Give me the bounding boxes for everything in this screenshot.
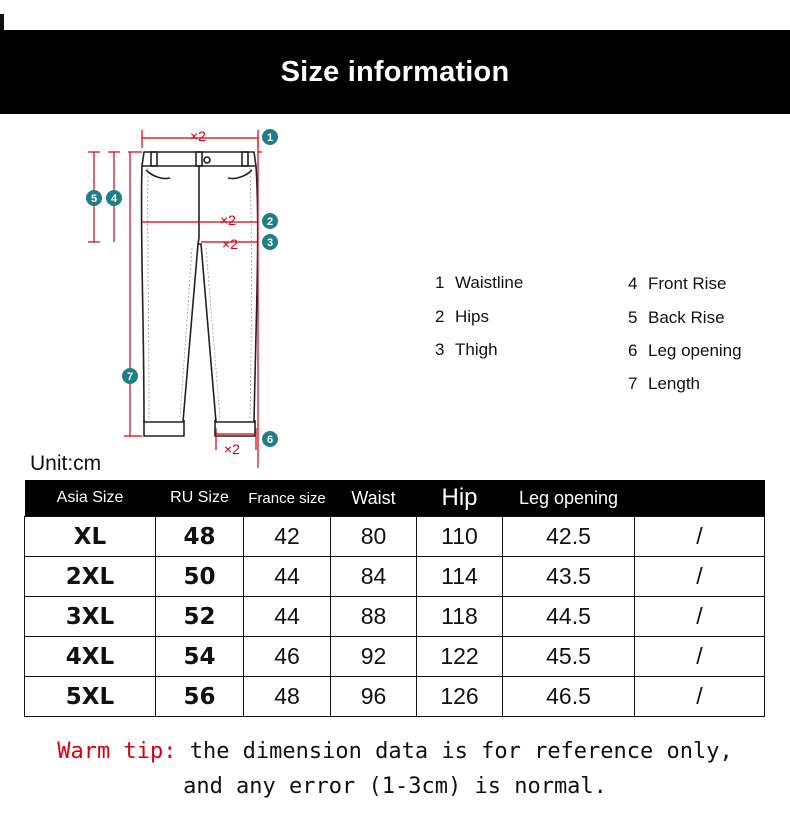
warm-tip-line-1 (0, 734, 790, 769)
corner-mark (0, 14, 4, 30)
marker-badges (86, 129, 278, 447)
marker-2-label: 2 (266, 216, 274, 228)
header-hip: Hip (417, 480, 503, 517)
warm-tip (0, 734, 790, 804)
marker-3-label: 3 (266, 237, 274, 249)
cell-ru-size: 56 (156, 677, 244, 717)
cell-waist: 84 (331, 557, 417, 597)
cell-france-size: 44 (244, 557, 331, 597)
table-row (25, 597, 765, 637)
cell-ru-size: 54 (156, 637, 244, 677)
legend-item-thigh: 3 Thigh (435, 340, 498, 359)
cell-france-size: 48 (244, 677, 331, 717)
header-empty (635, 480, 765, 517)
leg-opening-multiplier-label: ×2 (224, 441, 240, 457)
thigh-multiplier-label: ×2 (222, 236, 238, 252)
cell-asia-size: 4XL (25, 637, 156, 677)
header-ru-size: RU Size (156, 480, 244, 517)
cell-leg-opening: 42.5 (503, 517, 635, 557)
legend-item-front-rise: 4 Front Rise (628, 274, 727, 293)
warm-tip-text-1: the dimension data is for reference only, (176, 739, 733, 764)
legend-item-hips: 2 Hips (435, 307, 490, 326)
cell-hip: 118 (417, 597, 503, 637)
header-france-size: France size (244, 480, 331, 517)
marker-4-label: 4 (110, 193, 118, 205)
table-row (25, 557, 765, 597)
legend-item-back-rise: 5 Back Rise (628, 308, 725, 327)
warm-tip-text-2: and any error (1-3cm) is normal. (183, 774, 607, 799)
cell-hip: 114 (417, 557, 503, 597)
marker-5-label: 5 (90, 193, 98, 205)
cell-extra: / (635, 597, 765, 637)
cell-leg-opening: 45.5 (503, 637, 635, 677)
cell-france-size: 44 (244, 597, 331, 637)
cell-leg-opening: 44.5 (503, 597, 635, 637)
cell-extra: / (635, 677, 765, 717)
cell-asia-size: 2XL (25, 557, 156, 597)
legend-item-leg-opening: 6 Leg opening (628, 341, 742, 360)
marker-1-label: 1 (266, 132, 274, 144)
cell-ru-size: 52 (156, 597, 244, 637)
header-waist: Waist (331, 480, 417, 517)
unit-label: Unit:cm (30, 452, 102, 475)
marker-6-label: 6 (266, 434, 274, 446)
cell-extra: / (635, 517, 765, 557)
cell-ru-size: 48 (156, 517, 244, 557)
cell-leg-opening: 46.5 (503, 677, 635, 717)
cell-asia-size: 3XL (25, 597, 156, 637)
header-asia-size: Asia Size (25, 480, 156, 517)
legend-item-length: 7 Length (628, 374, 700, 393)
cell-hip: 110 (417, 517, 503, 557)
page-title: Size information (280, 55, 510, 88)
table-row (25, 677, 765, 717)
cell-asia-size: XL (25, 517, 156, 557)
waist-multiplier-label: ×2 (190, 128, 206, 144)
legend-item-waistline: 1 Waistline (435, 273, 524, 292)
cell-waist: 88 (331, 597, 417, 637)
pants-diagram (70, 118, 310, 468)
cell-ru-size: 50 (156, 557, 244, 597)
cell-hip: 122 (417, 637, 503, 677)
cell-extra: / (635, 637, 765, 677)
table-header-row (25, 480, 765, 517)
marker-7-label: 7 (126, 371, 134, 383)
cell-france-size: 42 (244, 517, 331, 557)
dimension-arrows (88, 130, 262, 468)
cell-hip: 126 (417, 677, 503, 717)
cell-waist: 80 (331, 517, 417, 557)
cell-asia-size: 5XL (25, 677, 156, 717)
cell-waist: 92 (331, 637, 417, 677)
header-banner (0, 30, 790, 114)
warm-tip-label: Warm tip: (57, 739, 177, 764)
measurement-legend (435, 270, 775, 400)
cell-france-size: 46 (244, 637, 331, 677)
header-leg-opening: Leg opening (503, 480, 635, 517)
table-row (25, 637, 765, 677)
pants-outline (141, 152, 257, 436)
table-row (25, 517, 765, 557)
cell-waist: 96 (331, 677, 417, 717)
cell-leg-opening: 43.5 (503, 557, 635, 597)
hip-multiplier-label: ×2 (220, 212, 236, 228)
cell-extra: / (635, 557, 765, 597)
size-table (24, 480, 765, 717)
